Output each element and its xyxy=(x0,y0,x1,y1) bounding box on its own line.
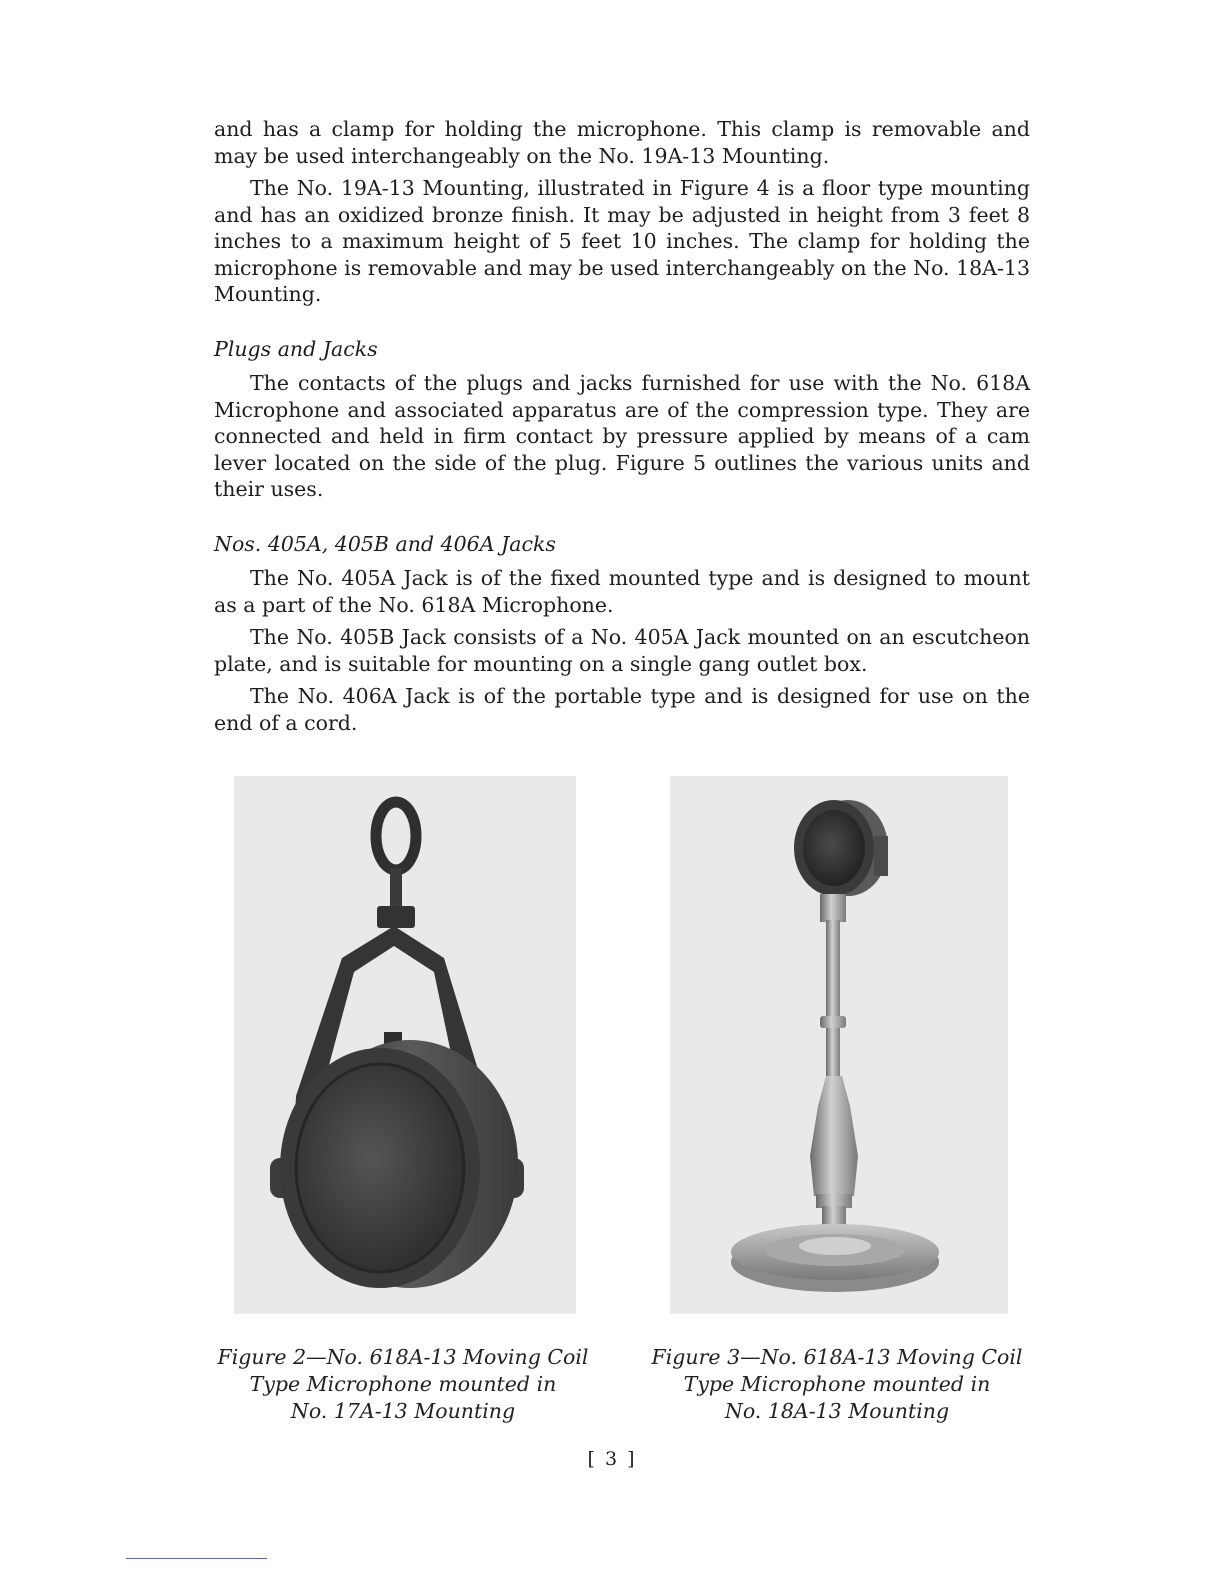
figure-3-caption xyxy=(617,1344,1057,1425)
figure-3-caption-line-3: No. 18A-13 Mounting xyxy=(724,1399,950,1423)
paragraph-405b-jack: The No. 405B Jack consists of a No. 405A Jack mounted on an escutcheon plate, and is suitable for mounting on a single gang outlet box. xyxy=(214,625,1030,676)
figure-2-photo xyxy=(234,776,576,1314)
paragraph-406a-jack: The No. 406A Jack is of the portable type and is designed for use on the end of a cord. xyxy=(214,684,1030,735)
figure-2-caption-line-3: No. 17A-13 Mounting xyxy=(290,1399,516,1423)
figure-3-caption-line-2: Type Microphone mounted in xyxy=(683,1372,991,1396)
desk-stand-microphone-illustration xyxy=(670,776,1008,1314)
footer-rule xyxy=(126,1558,267,1559)
heading-plugs-and-jacks: Plugs and Jacks xyxy=(214,336,378,361)
figure-3-photo xyxy=(670,776,1008,1314)
paragraph-continued: and has a clamp for holding the microphone. This clamp is removable and may be used interchangeably on the No. 19A-13 Mounting. xyxy=(214,117,1030,168)
figure-2-caption-line-1: Figure 2—No. 618A-13 Moving Coil xyxy=(217,1345,589,1369)
figure-2-caption xyxy=(183,1344,623,1425)
paragraph-405a-jack: The No. 405A Jack is of the fixed mounted type and is designed to mount as a part of the No. 618A Microphone. xyxy=(214,566,1030,617)
page-number: [ 3 ] xyxy=(587,1448,637,1470)
figure-3-caption-line-1: Figure 3—No. 618A-13 Moving Coil xyxy=(651,1345,1023,1369)
paragraph-plugs-and-jacks: The contacts of the plugs and jacks furnished for use with the No. 618A Microphone and associated apparatus are of the compression type. They are connected and held in firm contact by pressure applied by means of a cam lever located on the side of the plug. Figure 5 outlines the various units and their uses. xyxy=(214,371,1030,501)
figure-2-caption-line-2: Type Microphone mounted in xyxy=(249,1372,557,1396)
hanging-microphone-illustration xyxy=(234,776,576,1314)
heading-jacks: Nos. 405A, 405B and 406A Jacks xyxy=(214,531,556,556)
paragraph-19a-13-mounting: The No. 19A-13 Mounting, illustrated in Figure 4 is a floor type mounting and has an oxidized bronze finish. It may be adjusted in height from 3 feet 8 inches to a maximum height of 5 feet 10 inches. The clamp for holding the microphone is removable and may be used interchangeably on the No. 18A-13 Mounting. xyxy=(214,176,1030,306)
body-text xyxy=(214,116,1030,736)
